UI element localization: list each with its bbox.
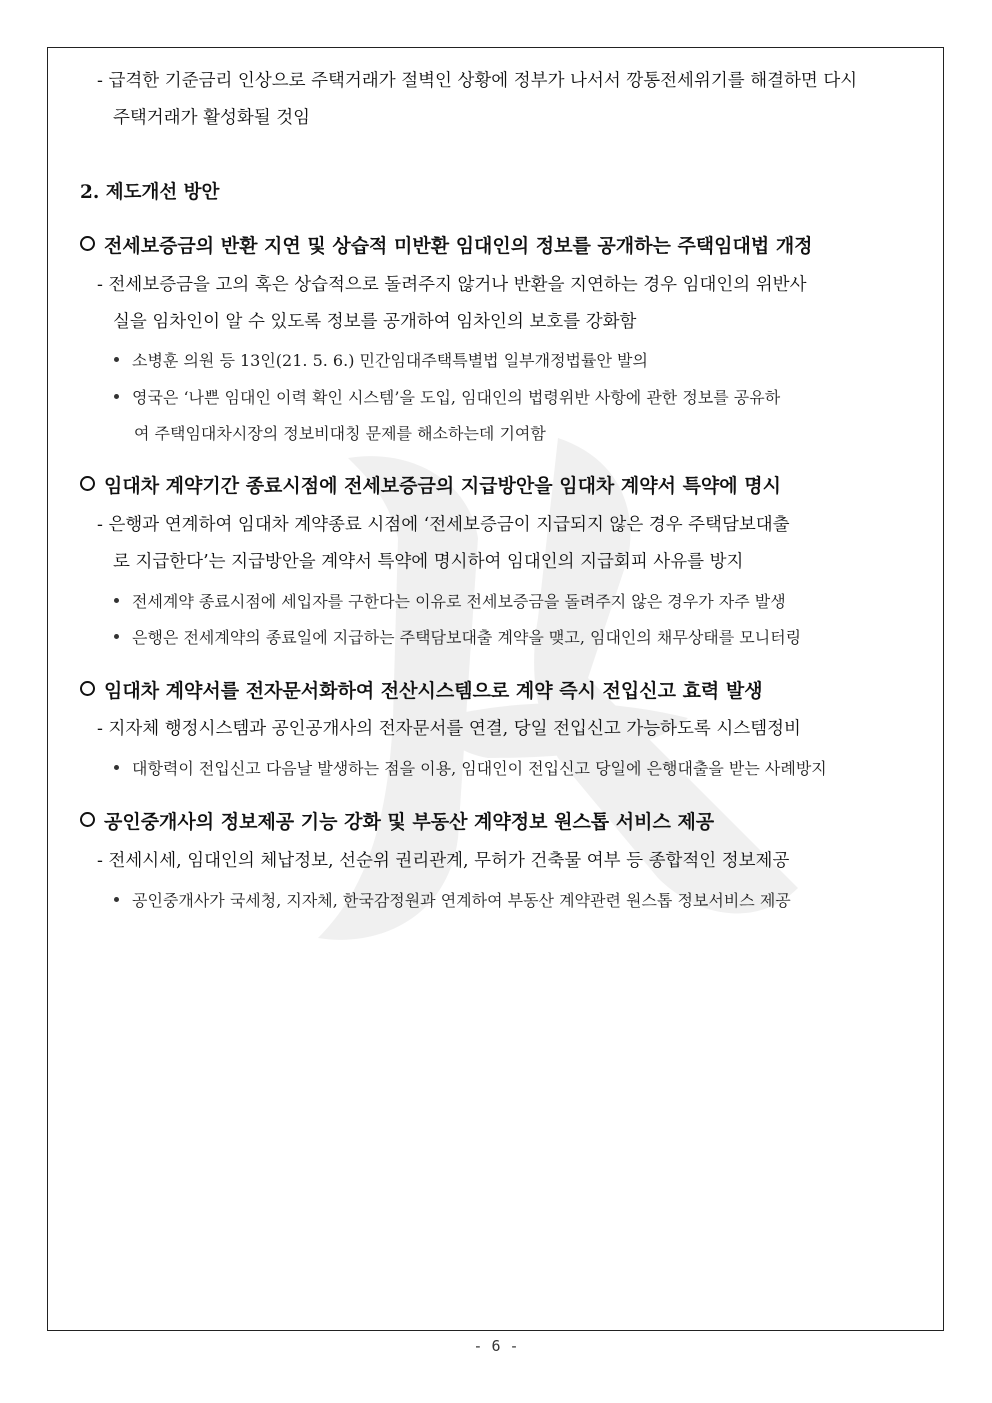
dot-bullet-icon xyxy=(114,634,119,639)
dot-bullet-icon xyxy=(114,765,119,770)
intro-line: - 급격한 기준금리 인상으로 주택거래가 절벽인 상황에 정부가 나서서 깡통전세위기를 해결하면 다시 xyxy=(97,71,858,91)
section-title: 2. 제도개선 방안 xyxy=(80,182,220,203)
item-dash: - 은행과 연계하여 임대차 계약종료 시점에 ‘전세보증금이 지급되지 않은 경우 주택담보대출 xyxy=(97,515,790,535)
item-bullet: 소병훈 의원 등 13인(21. 5. 6.) 민간임대주택특별법 일부개정법률안 발의 xyxy=(114,348,648,374)
item-heading: 전세보증금의 반환 지연 및 상습적 미반환 임대인의 정보를 공개하는 주택임대법 개정 xyxy=(80,233,813,259)
circle-bullet-icon xyxy=(80,812,95,827)
circle-bullet-icon xyxy=(80,236,95,251)
dot-bullet-icon xyxy=(114,357,119,362)
item-dash-cont: 실을 임차인이 알 수 있도록 정보를 공개하여 임차인의 보호를 강화함 xyxy=(113,312,637,332)
dot-bullet-icon xyxy=(114,394,119,399)
page-number: - 6 - xyxy=(473,1337,519,1355)
document-body xyxy=(48,48,943,1330)
item-dash: - 전세보증금을 고의 혹은 상습적으로 돌려주지 않거나 반환을 지연하는 경우 임대인의 위반사 xyxy=(97,275,807,295)
item-bullet: 전세계약 종료시점에 세입자를 구한다는 이유로 전세보증금을 돌려주지 않은 경우가 자주 발생 xyxy=(114,589,786,615)
item-bullet-cont: 여 주택임대차시장의 정보비대칭 문제를 해소하는데 기여함 xyxy=(134,424,546,443)
circle-bullet-icon xyxy=(80,681,95,696)
item-heading: 임대차 계약기간 종료시점에 전세보증금의 지급방안을 임대차 계약서 특약에 명시 xyxy=(80,473,781,499)
circle-bullet-icon xyxy=(80,476,95,491)
item-dash: - 지자체 행정시스템과 공인공개사의 전자문서를 연결, 당일 전입신고 가능하도록 시스템정비 xyxy=(97,719,801,739)
page-frame xyxy=(47,47,944,1331)
intro-line-cont: 주택거래가 활성화될 것임 xyxy=(113,108,311,128)
item-bullet: 대항력이 전입신고 다음날 발생하는 점을 이용, 임대인이 전입신고 당일에 은행대출을 받는 사례방지 xyxy=(114,756,827,782)
item-dash: - 전세시세, 임대인의 체납정보, 선순위 권리관계, 무허가 건축물 여부 등 종합적인 정보제공 xyxy=(97,851,790,871)
item-heading: 공인중개사의 정보제공 기능 강화 및 부동산 계약정보 원스톱 서비스 제공 xyxy=(80,809,714,835)
dot-bullet-icon xyxy=(114,897,119,902)
item-bullet: 영국은 ‘나쁜 임대인 이력 확인 시스템’을 도입, 임대인의 법령위반 사항에 관한 정보를 공유하 xyxy=(114,385,780,411)
dot-bullet-icon xyxy=(114,598,119,603)
item-dash-cont: 로 지급한다’는 지급방안을 계약서 특약에 명시하여 임대인의 지급회피 사유를 방지 xyxy=(113,552,744,572)
item-heading: 임대차 계약서를 전자문서화하여 전산시스템으로 계약 즉시 전입신고 효력 발생 xyxy=(80,678,763,704)
item-bullet: 은행은 전세계약의 종료일에 지급하는 주택담보대출 계약을 맺고, 임대인의 채무상태를 모니터링 xyxy=(114,625,801,651)
item-bullet: 공인중개사가 국세청, 지자체, 한국감정원과 연계하여 부동산 계약관련 원스톱 정보서비스 제공 xyxy=(114,888,791,914)
